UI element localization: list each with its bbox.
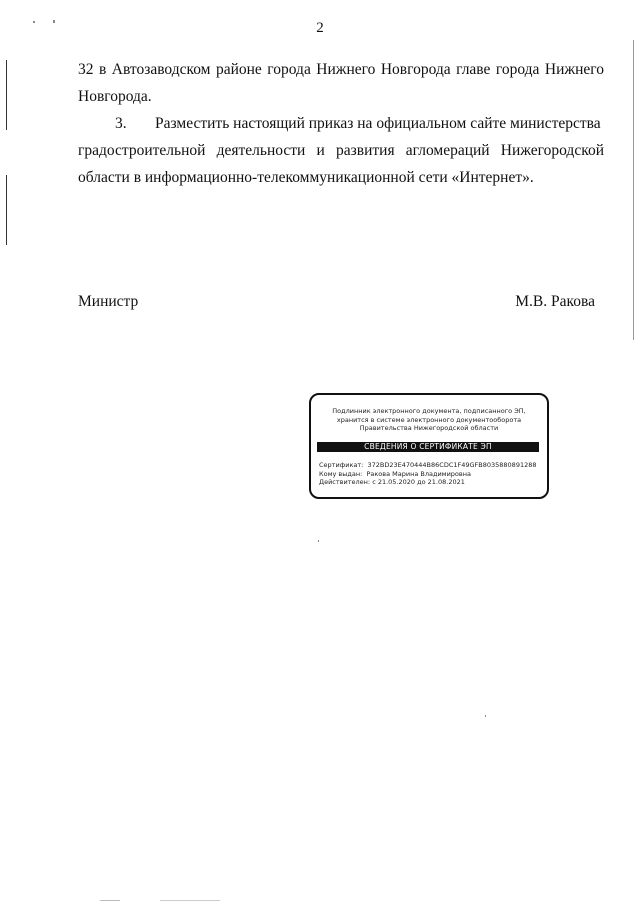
scan-speck: [100, 900, 120, 901]
scan-speck: [160, 900, 220, 901]
scan-speck: [485, 715, 486, 717]
stamp-notice-line: хранится в системе электронного документооборота: [336, 415, 522, 424]
issued-to-label: Кому выдан:: [319, 469, 363, 478]
certificate-label: Сертификат:: [319, 461, 364, 469]
valid-label: Действителен:: [319, 478, 371, 486]
text-line: области в информационно-телекоммуникационной сети «Интернет».: [78, 169, 534, 186]
text-line: Новгорода.: [78, 88, 152, 105]
text-line: 32 в Автозаводском районе города Нижнего Новгорода главе города Нижнего: [78, 61, 604, 78]
text-line: [78, 110, 604, 137]
signatory-title: Министр: [78, 293, 139, 310]
item-text: Разместить настоящий приказ на официальном сайте министерства: [155, 115, 601, 132]
list-item-3: [78, 110, 604, 191]
page-number: 2: [316, 20, 324, 36]
certificate-value: 372BD23E470444B86CDC1F49GFB8035880891288: [367, 461, 537, 469]
certificate-details: [319, 461, 541, 487]
scan-speck: [318, 540, 319, 542]
issued-to-value: Ракова Марина Владимировна: [366, 469, 471, 478]
item-number: 3.: [115, 115, 127, 132]
text-line: градостроительной деятельности и развития агломераций Нижегородской: [78, 142, 604, 159]
scan-margin-line: [6, 175, 7, 245]
scan-speck: [33, 21, 35, 23]
valid-row: [319, 478, 541, 487]
issued-to-row: [319, 470, 541, 479]
stamp-header: СВЕДЕНИЯ О СЕРТИФИКАТЕ ЭП: [317, 442, 539, 452]
stamp-notice-line: Подлинник электронного документа, подписанного ЭП,: [332, 407, 526, 415]
certificate-row: [319, 461, 541, 470]
signatory-name: М.В. Ракова: [515, 293, 595, 310]
scan-margin-line: [6, 60, 7, 130]
paragraph-continuation: [78, 56, 604, 110]
scan-margin-line: [633, 40, 634, 340]
stamp-notice: [317, 407, 541, 433]
valid-value: с 21.05.2020 до 21.08.2021: [372, 478, 465, 486]
stamp-notice-line: Правительства Нижегородской области: [359, 424, 499, 432]
electronic-signature-stamp: [309, 393, 549, 499]
scan-speck: [53, 20, 55, 23]
